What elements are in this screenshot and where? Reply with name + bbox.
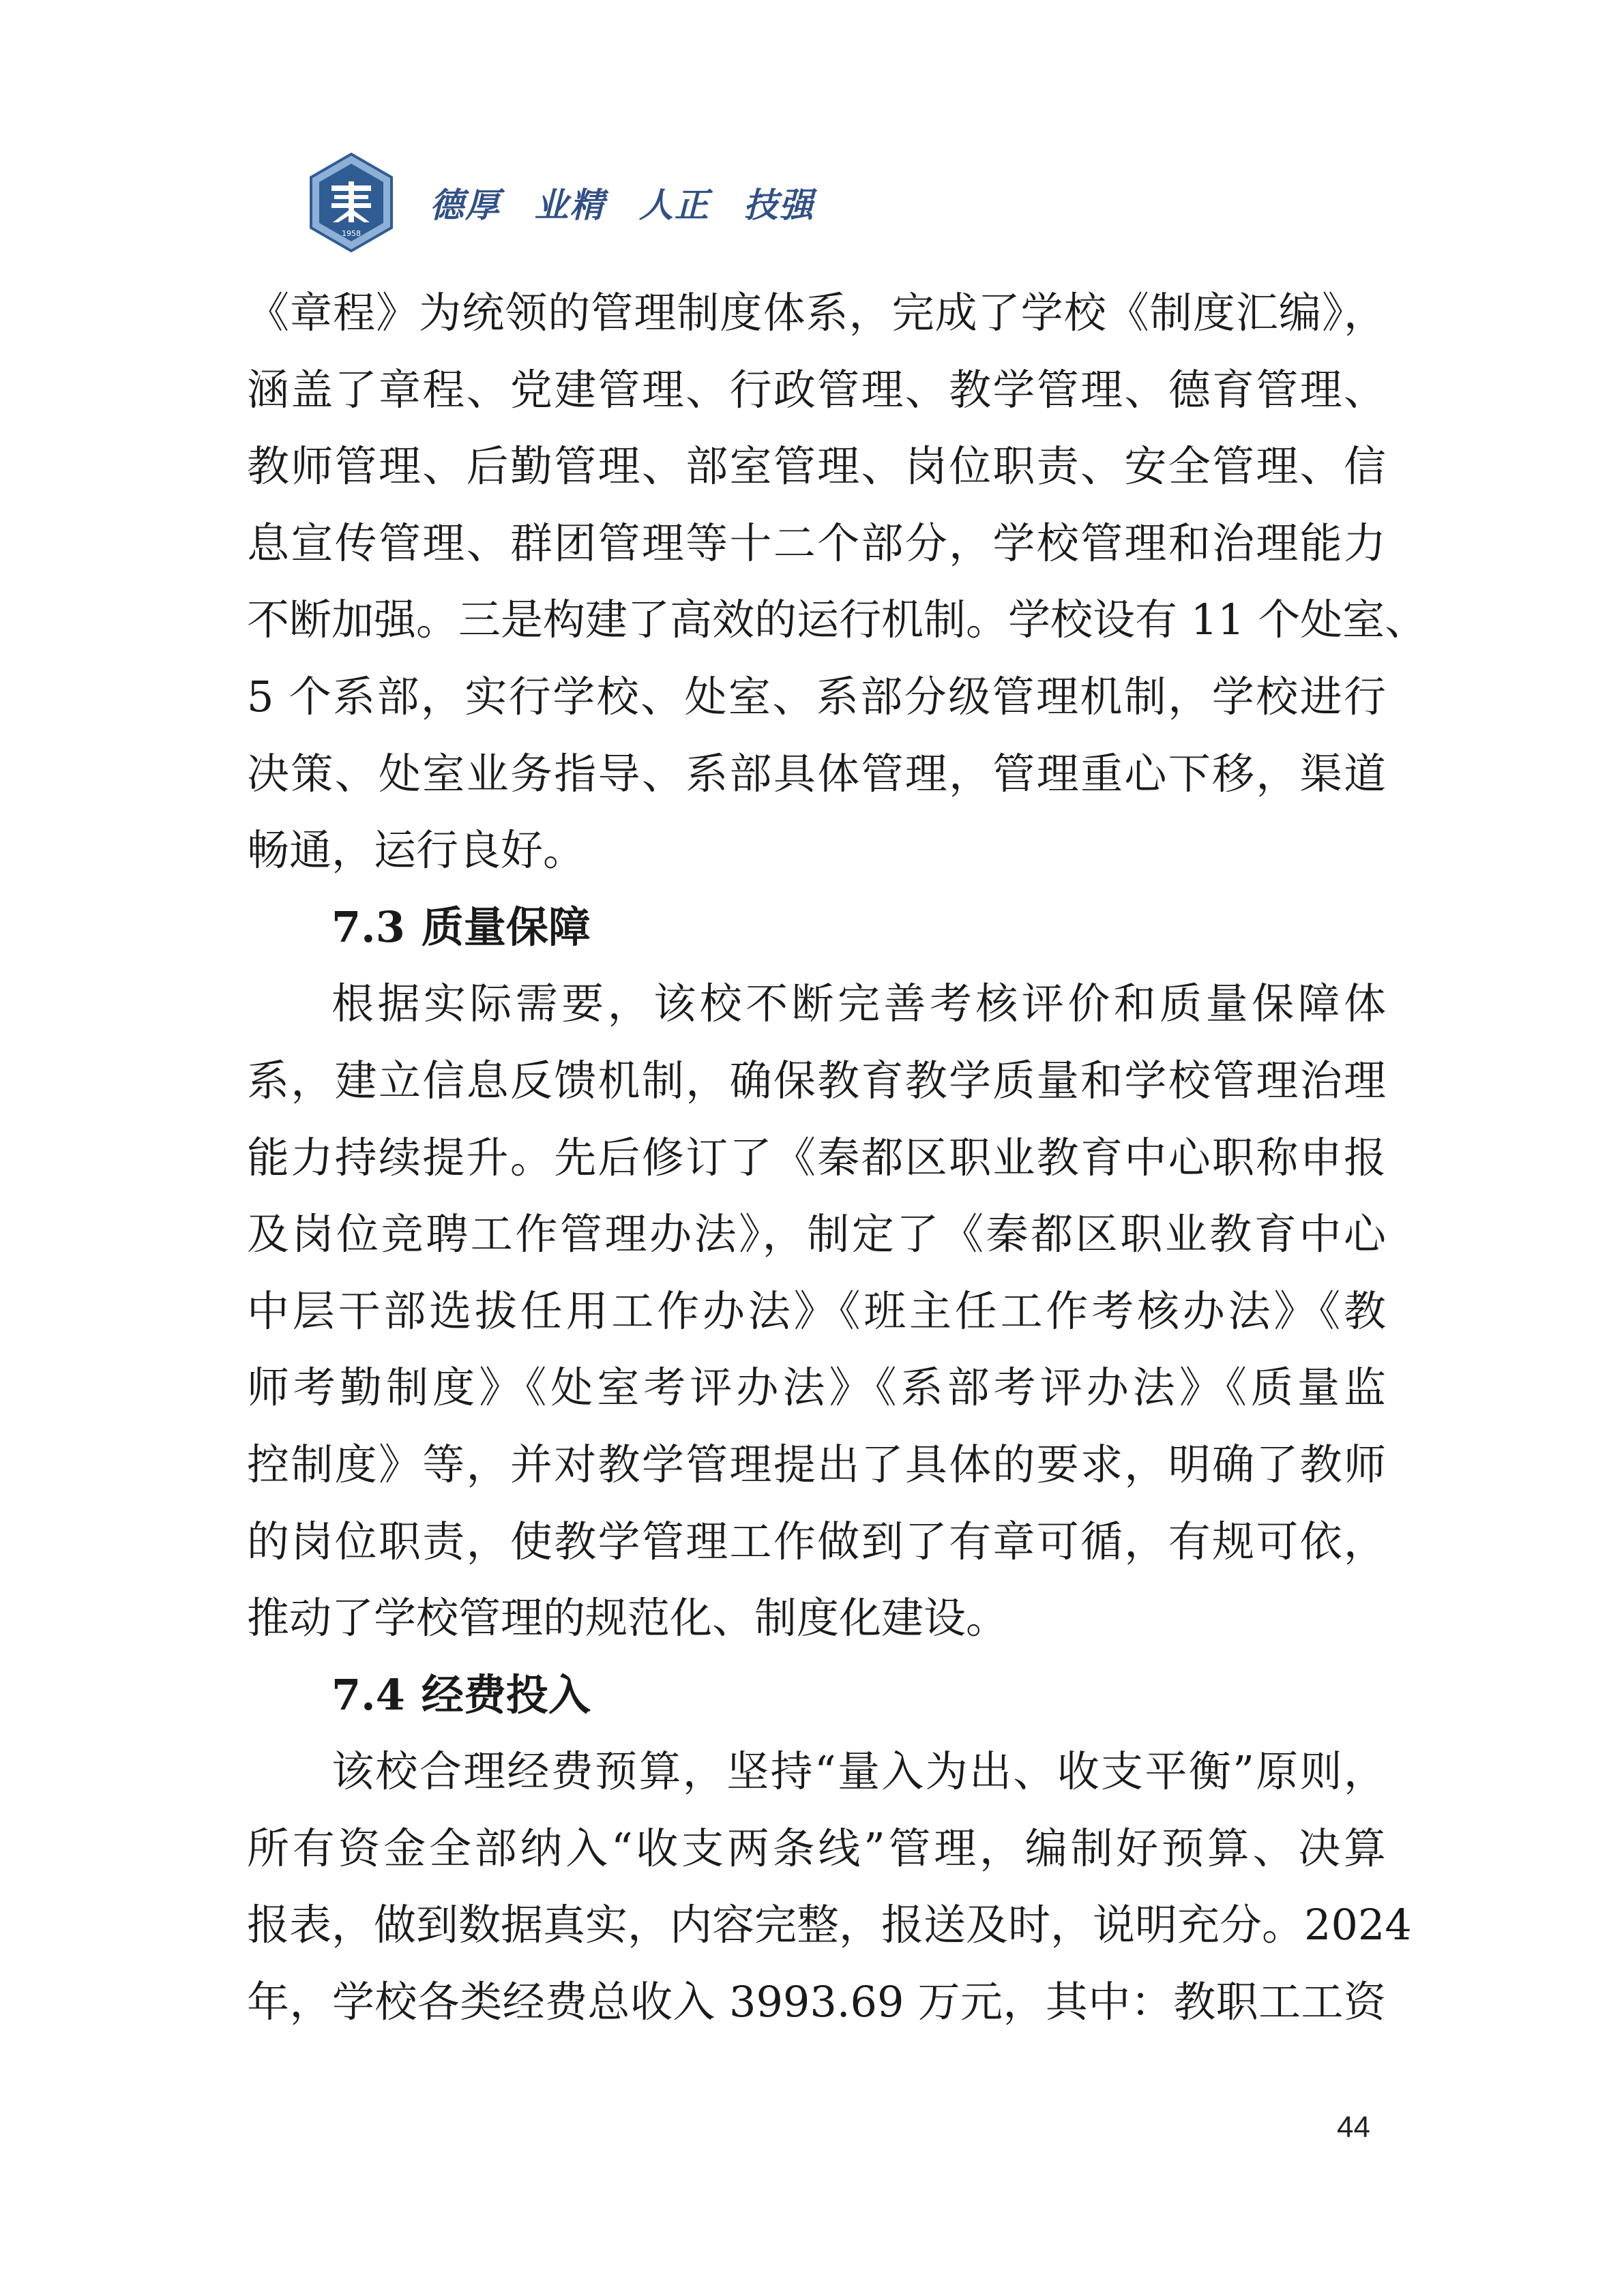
- paragraph-funding-input: [247, 1733, 1412, 2040]
- text-line: 涵盖了章程、党建管理、行政管理、教学管理、德育管理、: [247, 364, 1386, 415]
- school-motto: [430, 178, 835, 227]
- text-line: 根据实际需要，该校不断完善考核评价和质量保障体: [331, 979, 1386, 1029]
- page-body: [247, 275, 1428, 2041]
- emblem-year: 1958: [342, 229, 361, 238]
- page-header: [307, 151, 835, 254]
- page-number: 44: [1337, 2111, 1370, 2144]
- text-line: 推动了学校管理的规范化、制度化建设。: [247, 1593, 1009, 1643]
- text-line: 报表，做到数据真实，内容完整，报送及时，说明充分。2024: [247, 1900, 1412, 1950]
- section-number: 7.3: [331, 901, 405, 952]
- motto-phrase: 业精: [534, 185, 606, 225]
- text-line: 中层干部选拔任用工作办法》《班主任工作考核办法》《教: [247, 1285, 1386, 1336]
- text-line: 畅通，运行良好。: [247, 825, 586, 876]
- text-line: 决策、处室业务指导、系部具体管理，管理重心下移，渠道: [247, 748, 1386, 799]
- section-heading-quality-assurance: [247, 889, 1386, 966]
- text-line: 5 个系部，实行学校、处室、系部分级管理机制，学校进行: [247, 671, 1386, 721]
- motto-phrase: 技强: [743, 185, 815, 225]
- section-title: 经费投入: [421, 1669, 591, 1720]
- text-line: 不断加强。三是构建了高效的运行机制。学校设有 11 个处室、: [247, 595, 1428, 645]
- text-line: 教师管理、后勤管理、部室管理、岗位职责、安全管理、信: [247, 441, 1386, 492]
- section-number: 7.4: [331, 1669, 405, 1720]
- paragraph-quality-assurance: [247, 966, 1386, 1656]
- section-title: 质量保障: [421, 901, 591, 952]
- motto-phrase: 德厚: [430, 185, 501, 225]
- text-line: 的岗位职责，使教学管理工作做到了有章可循，有规可依，: [247, 1516, 1386, 1566]
- text-line: 息宣传管理、群团管理等十二个部分，学校管理和治理能力: [247, 518, 1386, 568]
- text-line: 所有资金全部纳入“收支两条线”管理，编制好预算、决算: [247, 1823, 1386, 1873]
- text-line: 及岗位竞聘工作管理办法》，制定了《秦都区职业教育中心: [247, 1209, 1386, 1259]
- text-line: 师考勤制度》《处室考评办法》《系部考评办法》《质量监: [247, 1362, 1386, 1413]
- motto-phrase: 人正: [638, 185, 710, 225]
- text-line: 系，建立信息反馈机制，确保教育教学质量和学校管理治理: [247, 1055, 1386, 1105]
- text-line: 控制度》等，并对教学管理提出了具体的要求，明确了教师: [247, 1439, 1386, 1489]
- text-line: 能力持续提升。先后修订了《秦都区职业教育中心职称申报: [247, 1132, 1386, 1182]
- text-line: 年，学校各类经费总收入 3993.69 万元，其中：教职工工资: [247, 1977, 1386, 2027]
- text-line: 该校合理经费预算，坚持“量入为出、收支平衡”原则，: [331, 1746, 1386, 1797]
- paragraph-governance-continued: [247, 275, 1428, 889]
- text-line: 《章程》为统领的管理制度体系，完成了学校《制度汇编》，: [247, 288, 1386, 338]
- school-emblem-icon: [307, 151, 396, 254]
- section-heading-funding-input: [247, 1657, 1386, 1734]
